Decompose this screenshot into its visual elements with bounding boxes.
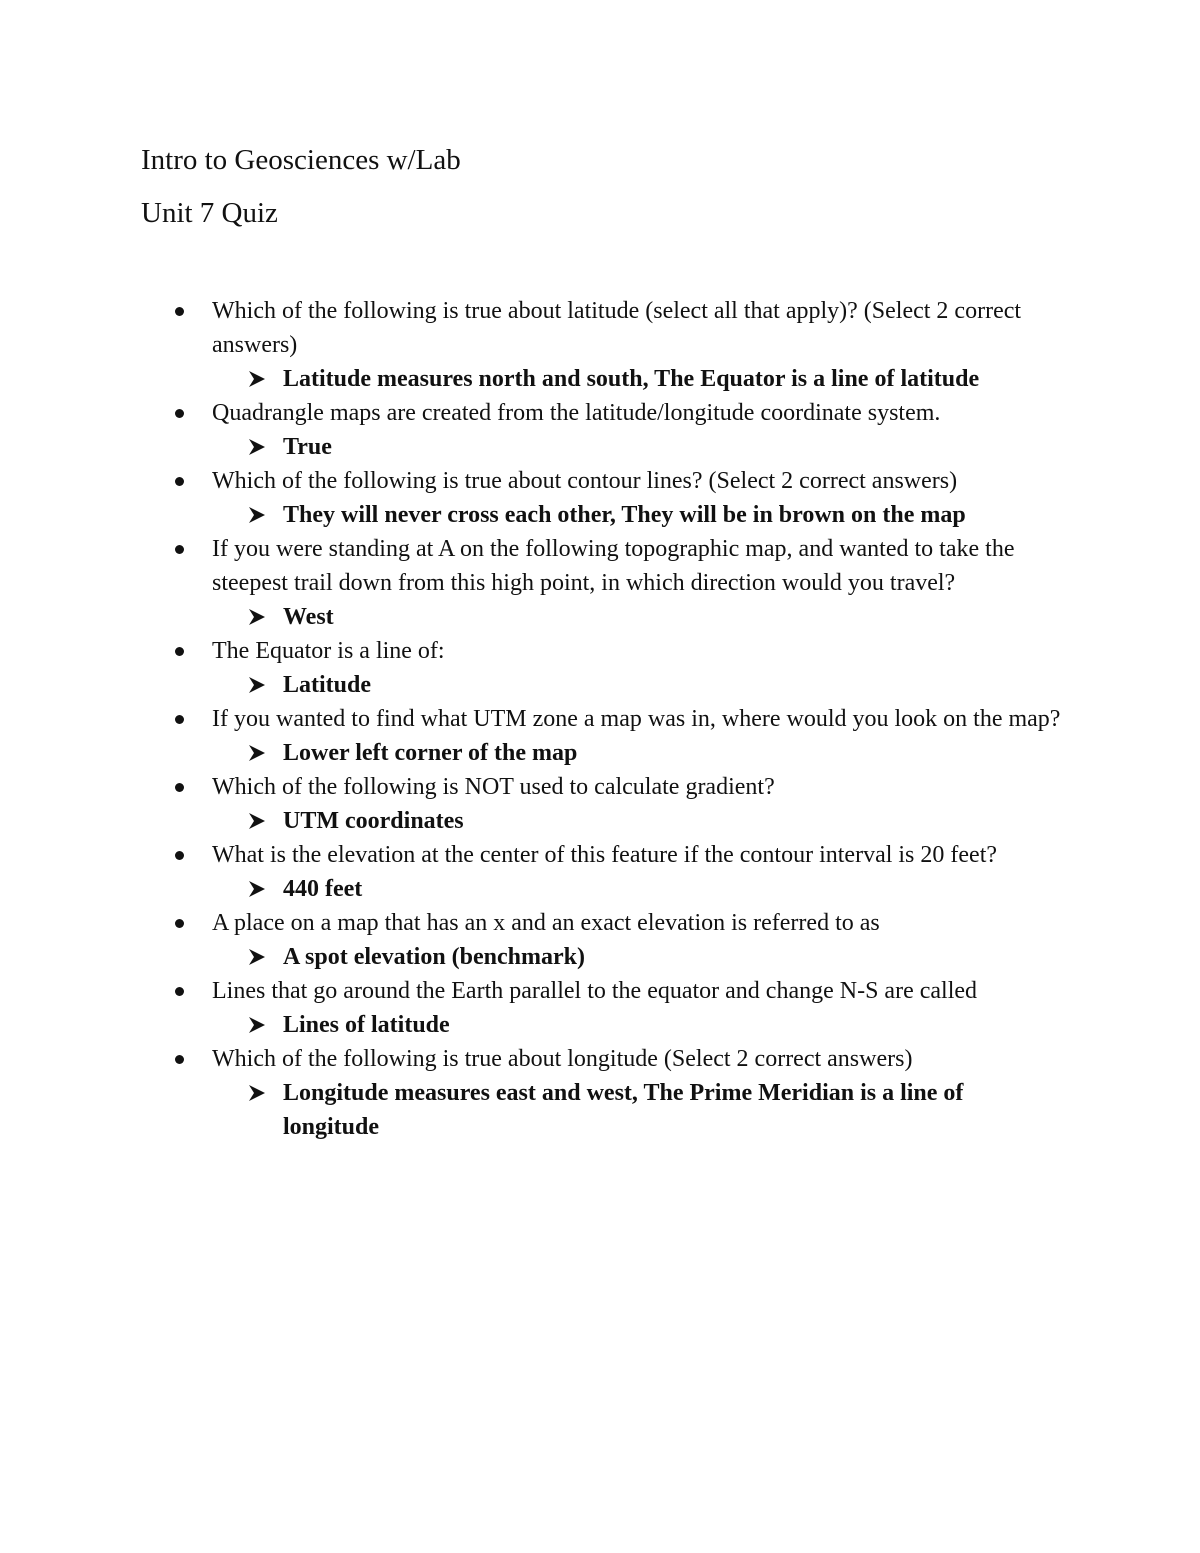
- question-block: [212, 906, 1062, 940]
- bullet-dot-icon: [175, 851, 184, 860]
- answer-text: Latitude: [283, 672, 372, 698]
- bullet-dot-icon: [175, 1055, 184, 1064]
- question-block: [212, 770, 1062, 804]
- arrowhead-right-icon: [247, 369, 267, 389]
- bullet-dot-icon: [175, 409, 184, 418]
- quiz-item: [0, 532, 1200, 634]
- arrowhead-right-icon: [247, 607, 267, 627]
- question-text: Quadrangle maps are created from the latitude/longitude coordinate system.: [212, 400, 941, 426]
- answer-block: [283, 1008, 1033, 1042]
- answer-block: [283, 600, 1033, 634]
- answer-text: 440 feet: [283, 876, 363, 902]
- quiz-item: [0, 294, 1200, 396]
- answer-block: [283, 668, 1033, 702]
- quiz-item: [0, 974, 1200, 1042]
- question-block: [212, 294, 1062, 362]
- bullet-dot-icon: [175, 987, 184, 996]
- question-block: [212, 634, 1062, 668]
- quiz-item: [0, 634, 1200, 702]
- bullet-dot-icon: [175, 783, 184, 792]
- question-text: Which of the following is true about contour lines? (Select 2 correct answers): [212, 468, 958, 494]
- arrowhead-right-icon: [247, 505, 267, 525]
- bullet-dot-icon: [175, 715, 184, 724]
- answer-text: They will never cross each other, They will be in brown on the map: [283, 502, 966, 528]
- answer-text: Latitude measures north and south, The Equator is a line of latitude: [283, 366, 980, 392]
- answer-text: Lower left corner of the map: [283, 740, 578, 766]
- question-block: [212, 838, 1062, 872]
- bullet-dot-icon: [175, 307, 184, 316]
- question-text: Which of the following is NOT used to calculate gradient?: [212, 774, 775, 800]
- answer-block: [283, 430, 1033, 464]
- answer-text: UTM coordinates: [283, 808, 464, 834]
- quiz-item: [0, 1042, 1200, 1144]
- question-text: Which of the following is true about latitude (select all that apply)? (Select 2 correct answers): [212, 298, 1022, 358]
- question-block: [212, 974, 1062, 1008]
- bullet-dot-icon: [175, 919, 184, 928]
- question-block: [212, 464, 1062, 498]
- arrowhead-right-icon: [247, 811, 267, 831]
- arrowhead-right-icon: [247, 1083, 267, 1103]
- answer-text: Longitude measures east and west, The Prime Meridian is a line of longitude: [283, 1080, 964, 1140]
- answer-block: [283, 804, 1033, 838]
- answer-block: [283, 498, 1033, 532]
- bullet-dot-icon: [175, 647, 184, 656]
- answer-block: [283, 362, 1033, 396]
- question-text: If you were standing at A on the following topographic map, and wanted to take the steepest trail down from this high point, in which direction would you travel?: [212, 536, 1015, 596]
- arrowhead-right-icon: [247, 743, 267, 763]
- answer-text: True: [283, 434, 332, 460]
- answer-block: [283, 872, 1033, 906]
- arrowhead-right-icon: [247, 947, 267, 967]
- question-text: A place on a map that has an x and an exact elevation is referred to as: [212, 910, 880, 936]
- question-text: The Equator is a line of:: [212, 638, 445, 664]
- question-block: [212, 532, 1062, 600]
- quiz-item: [0, 464, 1200, 532]
- arrowhead-right-icon: [247, 437, 267, 457]
- quiz-question-list: [0, 294, 1200, 1144]
- answer-block: [283, 736, 1033, 770]
- arrowhead-right-icon: [247, 1015, 267, 1035]
- question-block: [212, 702, 1062, 736]
- answer-block: [283, 940, 1033, 974]
- answer-text: Lines of latitude: [283, 1012, 450, 1038]
- document-subtitle: Unit 7 Quiz: [141, 197, 278, 229]
- quiz-item: [0, 770, 1200, 838]
- question-block: [212, 1042, 1062, 1076]
- question-block: [212, 396, 1062, 430]
- arrowhead-right-icon: [247, 675, 267, 695]
- question-text: Which of the following is true about longitude (Select 2 correct answers): [212, 1046, 913, 1072]
- question-text: Lines that go around the Earth parallel to the equator and change N-S are called: [212, 978, 978, 1004]
- answer-block: [283, 1076, 1033, 1144]
- quiz-item: [0, 906, 1200, 974]
- quiz-item: [0, 396, 1200, 464]
- question-text: What is the elevation at the center of this feature if the contour interval is 20 feet?: [212, 842, 998, 868]
- answer-text: West: [283, 604, 334, 630]
- document-title: Intro to Geosciences w/Lab: [141, 144, 461, 176]
- answer-text: A spot elevation (benchmark): [283, 944, 585, 970]
- bullet-dot-icon: [175, 477, 184, 486]
- quiz-item: [0, 702, 1200, 770]
- bullet-dot-icon: [175, 545, 184, 554]
- question-text: If you wanted to find what UTM zone a map was in, where would you look on the map?: [212, 706, 1061, 732]
- quiz-item: [0, 838, 1200, 906]
- arrowhead-right-icon: [247, 879, 267, 899]
